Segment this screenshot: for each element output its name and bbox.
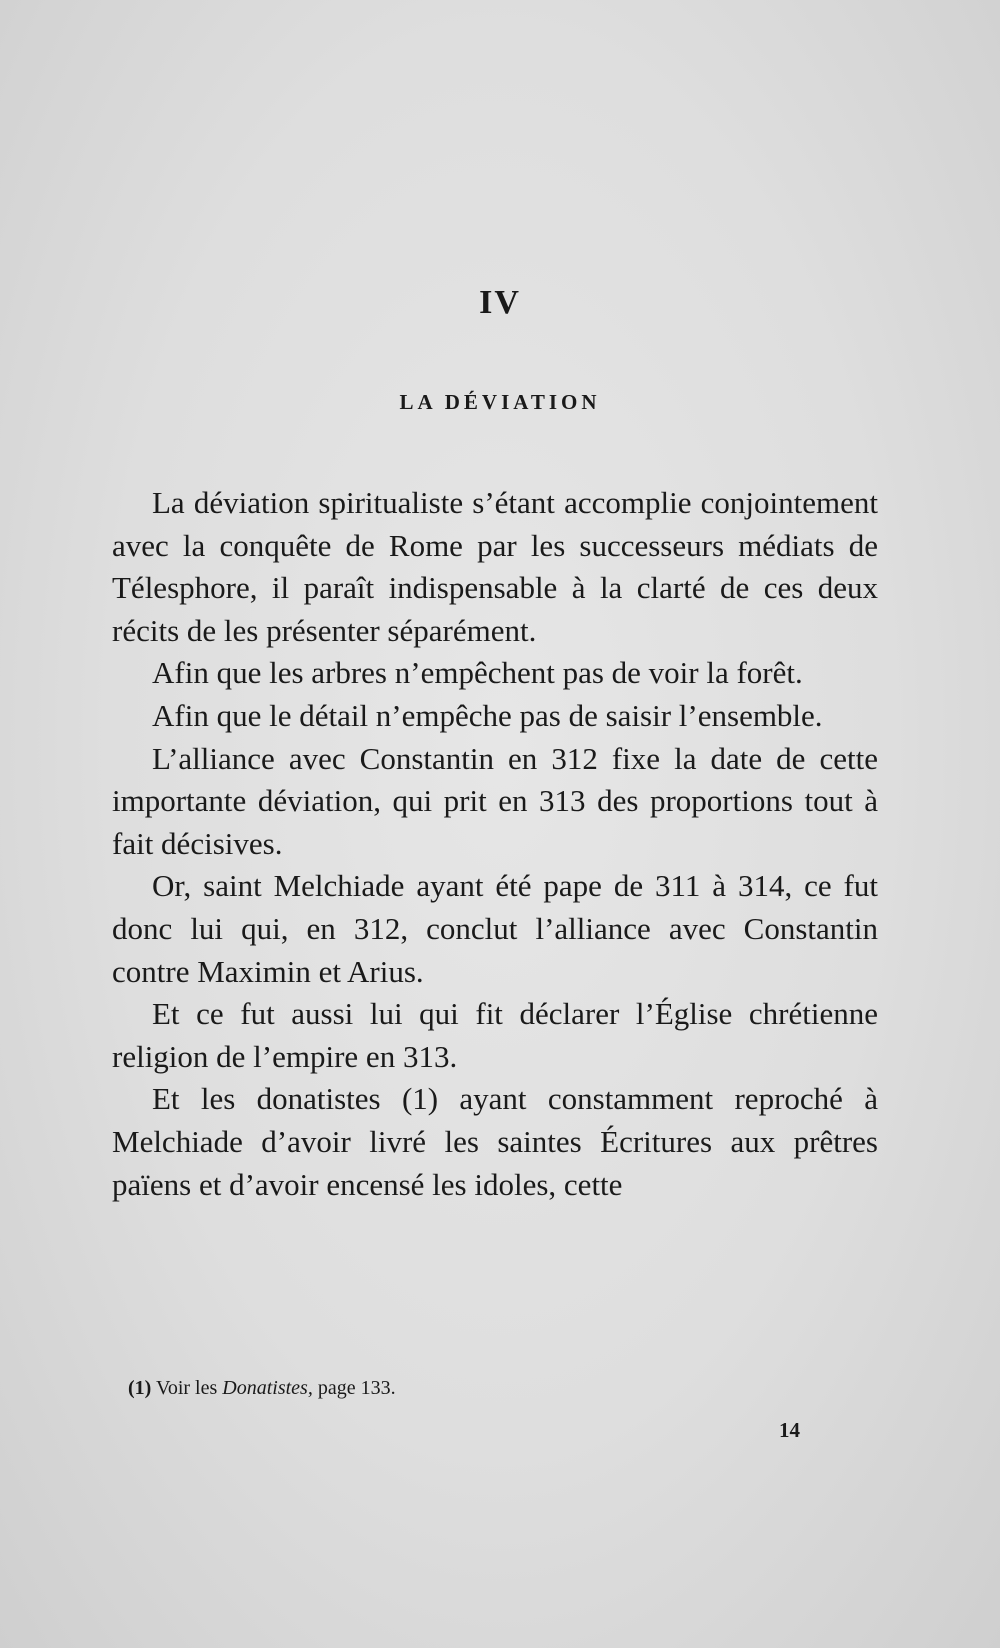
paragraph: Afin que le détail n’empêche pas de saisir l’ensemble.	[152, 697, 823, 733]
chapter-title: LA DÉVIATION	[399, 390, 601, 414]
footnote-prefix: Voir les	[155, 1377, 218, 1399]
body-text	[112, 482, 878, 1206]
paragraph: Et ce fut aussi lui qui fit déclarer l’Église chrétienne religion de l’empire en 313.	[112, 996, 878, 1074]
paragraph: Afin que les arbres n’empêchent pas de voir la forêt.	[152, 655, 803, 691]
page-number: 14	[779, 1418, 800, 1442]
footnote-work-title: Donatistes,	[222, 1377, 313, 1399]
footnote	[128, 1375, 828, 1401]
paragraph: Et les donatistes (1) ayant constamment reproché à Melchiade d’avoir livré les saintes Écritures aux prêtres païens et d’avoir encensé les idoles, cette	[112, 1081, 878, 1202]
footnote-marker: (1)	[128, 1377, 152, 1399]
paragraph: Or, saint Melchiade ayant été pape de 311 à 314, ce fut donc lui qui, en 312, conclut l’alliance avec Constantin contre Maximin et Arius.	[112, 868, 878, 989]
paragraph: La déviation spiritualiste s’étant accomplie conjointement avec la conquête de Rome par les successeurs médiats de Télesphore, il paraît indispensable à la clarté de ces deux récits de les présenter séparément.	[112, 485, 878, 648]
chapter-number: IV	[479, 284, 521, 321]
footnote-suffix: page 133.	[317, 1377, 396, 1399]
paragraph: L’alliance avec Constantin en 312 fixe la date de cette importante déviation, qui prit en 313 des proportions tout à fait décisives.	[112, 740, 878, 861]
